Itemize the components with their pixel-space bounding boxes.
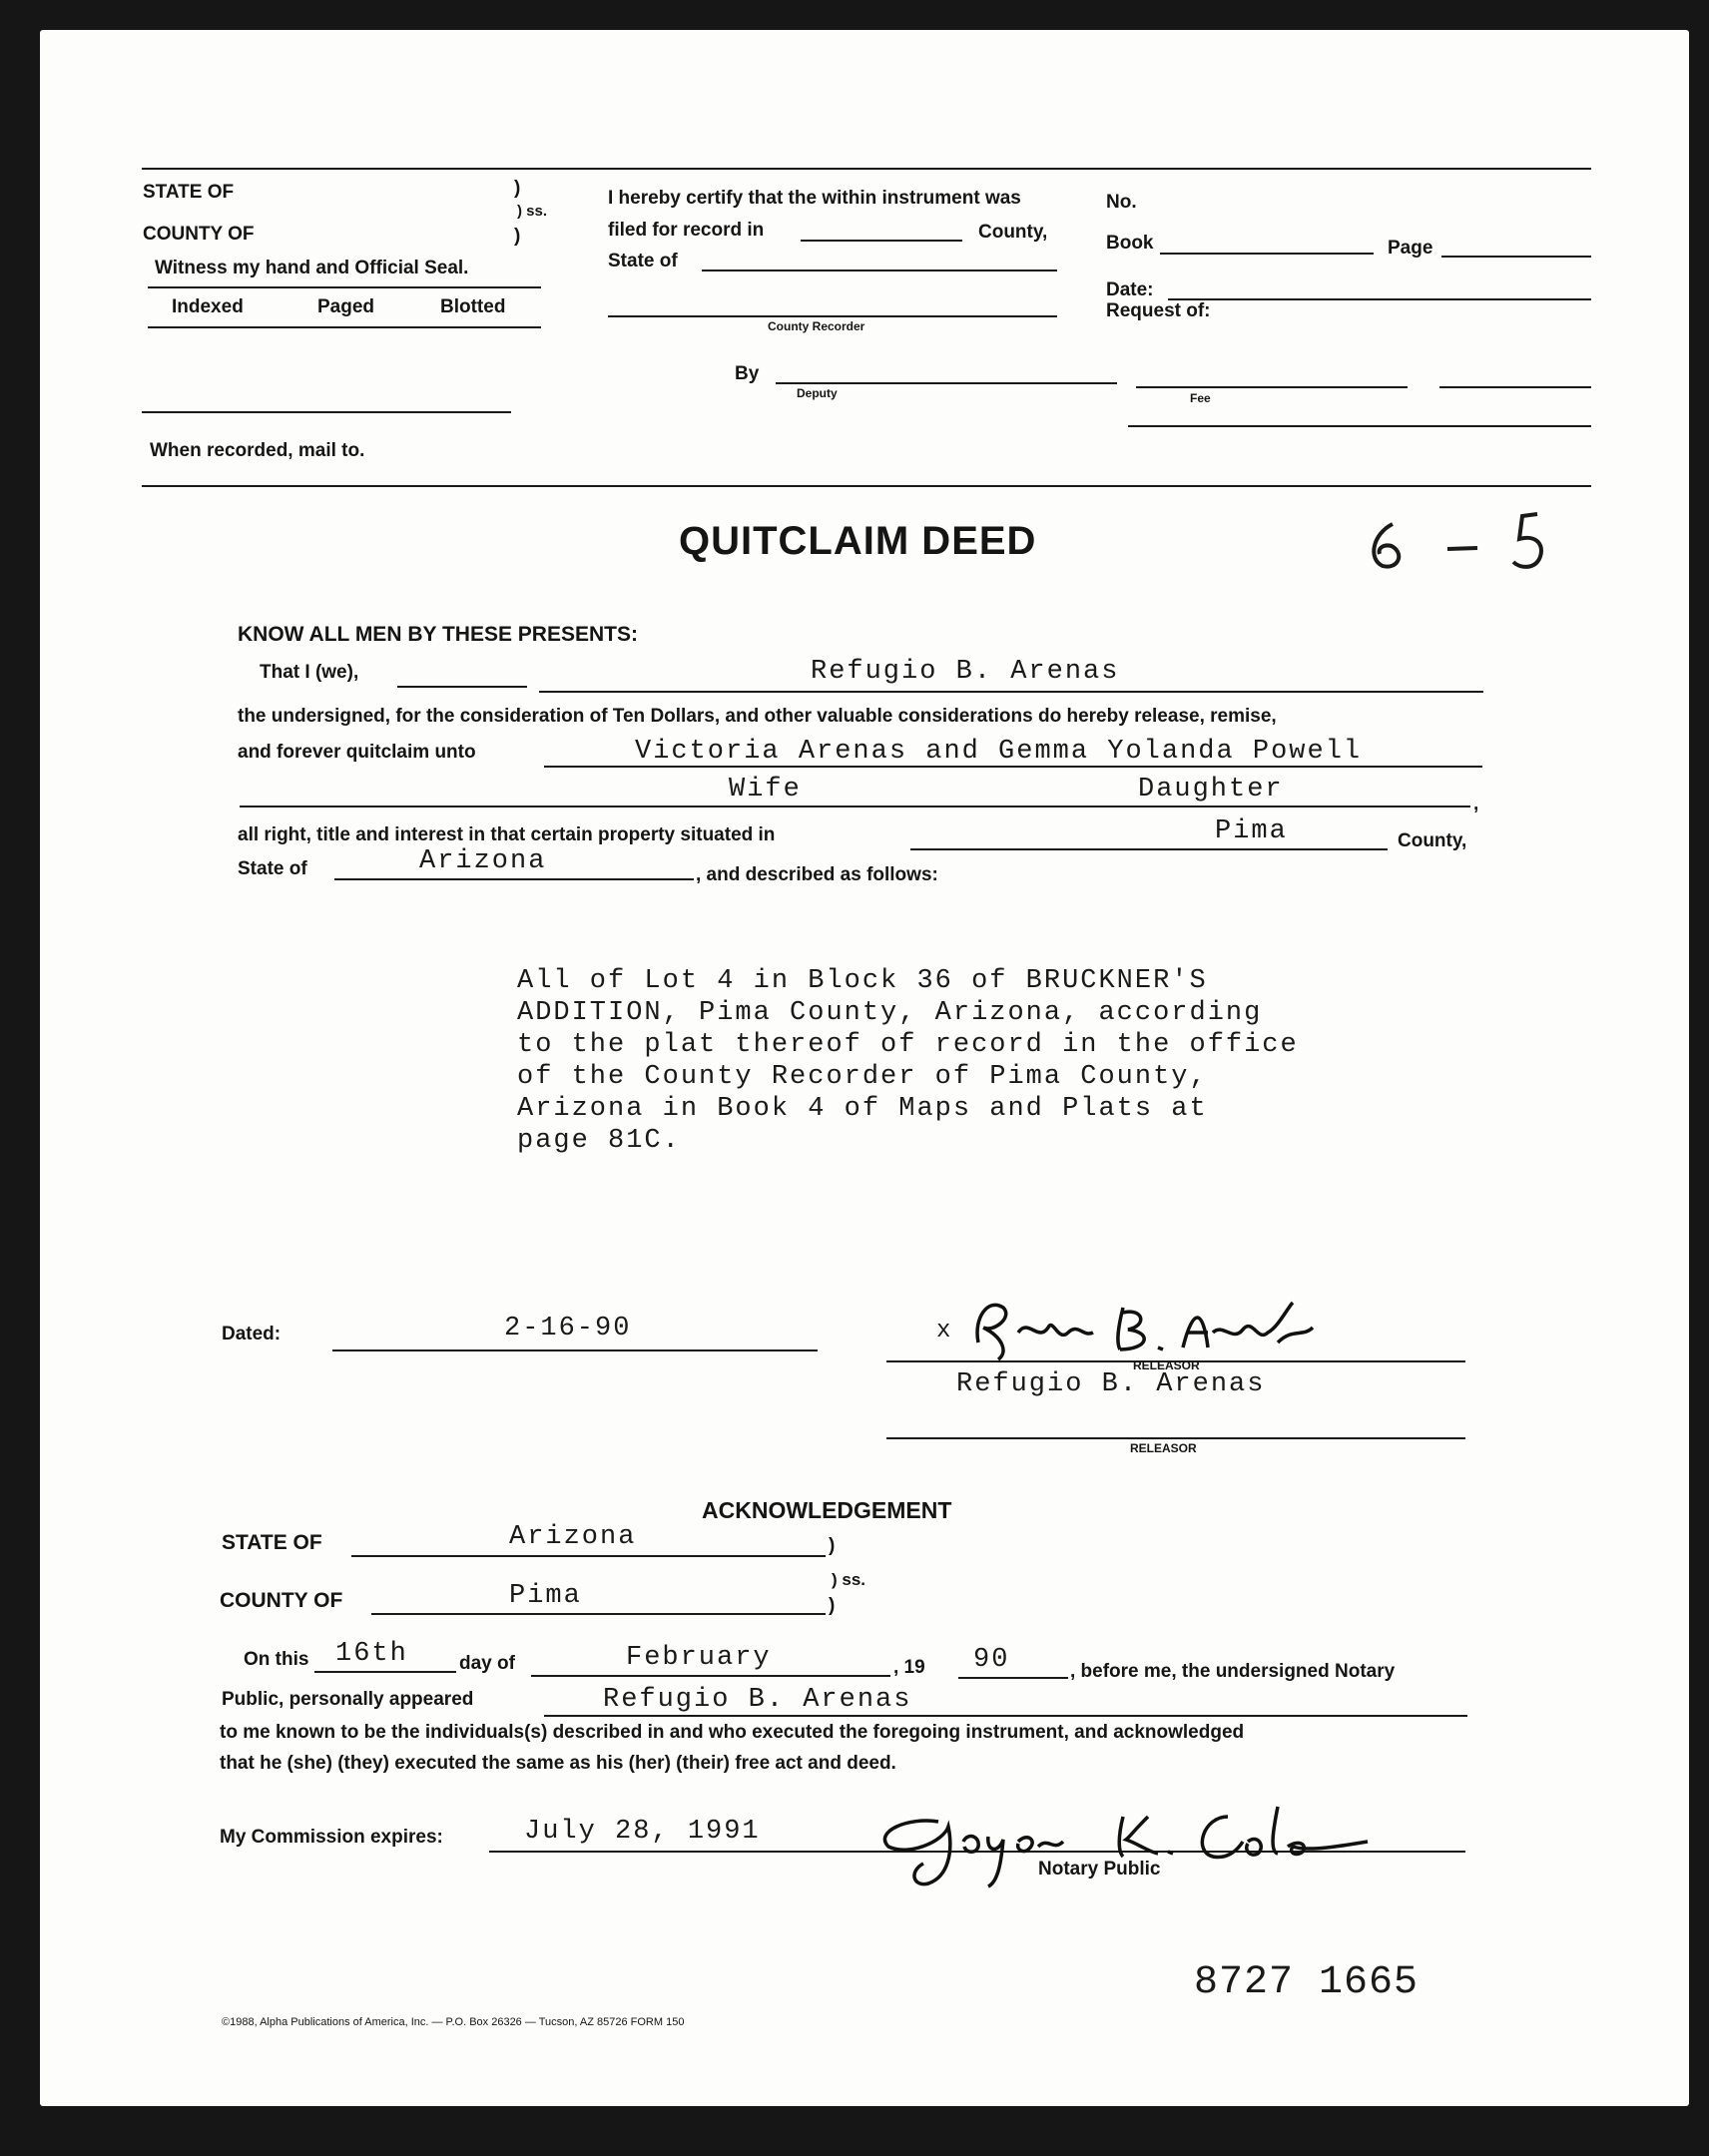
header-paren: ) [514, 226, 521, 247]
ack-county-value: Pima [509, 1581, 582, 1611]
releasor-signature [958, 1288, 1378, 1367]
commission-label: My Commission expires: [220, 1827, 443, 1848]
releasor-label: RELEASOR [1133, 1358, 1200, 1372]
grantor-field-a [397, 686, 527, 688]
header-bottom-rule [142, 485, 1591, 487]
executed-text: that he (she) (they) executed the same as his (her) (their) free act and deed. [220, 1753, 896, 1774]
indexed-label: Indexed [172, 296, 244, 317]
legal-description-line: to the plat thereof of record in the office [517, 1030, 1299, 1060]
public-appeared-label: Public, personally appeared [222, 1689, 474, 1710]
handwritten-page-mark [1348, 504, 1587, 584]
legal-description-line: page 81C. [517, 1126, 681, 1156]
property-state-value: Arizona [419, 846, 547, 876]
ack-paren: ) [829, 1535, 836, 1556]
ack-county-field [371, 1613, 826, 1615]
header-rule-left [142, 411, 511, 413]
deputy-field [776, 382, 1117, 384]
ack-state-value: Arizona [509, 1522, 637, 1552]
blotted-label: Blotted [440, 296, 506, 317]
date-field [1168, 298, 1591, 300]
appeared-field [544, 1715, 1467, 1717]
quitclaim-unto-label: and forever quitclaim unto [238, 742, 476, 763]
indexed-rule [148, 326, 541, 328]
ack-state-field [351, 1555, 826, 1557]
date-label: Date: [1106, 279, 1154, 300]
certify-line-3: State of [608, 251, 678, 271]
witness-rule [148, 286, 541, 288]
certify-line-2: filed for record in [608, 220, 765, 241]
state-of-label: State of [238, 858, 307, 879]
year-value: 90 [973, 1645, 1010, 1675]
relation-field [240, 806, 1470, 808]
header-state-label: STATE OF [143, 182, 235, 203]
all-right-text: all right, title and interest in that certain property situated in [238, 824, 776, 845]
document-title: QUITCLAIM DEED [679, 519, 1037, 563]
when-recorded-label: When recorded, mail to. [150, 440, 365, 461]
book-field [1160, 253, 1374, 255]
property-state-field [334, 878, 694, 880]
grantees-names: Victoria Arenas and Gemma Yolanda Powell [635, 737, 1363, 767]
day-value: 16th [335, 1639, 408, 1669]
document-number: 8727 1665 [1194, 1960, 1420, 2005]
day-field [314, 1671, 456, 1673]
grantor-field [539, 691, 1483, 693]
county-recorder-field [608, 315, 1057, 317]
filed-county-field [801, 240, 962, 242]
dated-field [332, 1349, 818, 1351]
county-label: County, [1398, 830, 1467, 851]
dated-label: Dated: [222, 1324, 282, 1345]
book-label: Book [1106, 233, 1154, 254]
fee-field-2 [1439, 386, 1591, 388]
certify-state-field [702, 270, 1057, 271]
header-rule-right [1128, 425, 1591, 427]
legal-description-line: of the County Recorder of Pima County, [517, 1062, 1208, 1092]
legal-description-line: ADDITION, Pima County, Arizona, according [517, 998, 1263, 1028]
described-text: , and described as follows: [696, 864, 938, 885]
dated-value: 2-16-90 [504, 1314, 632, 1344]
relation-daughter: Daughter [1138, 775, 1284, 805]
certify-line-1: I hereby certify that the within instrument was [608, 188, 1021, 209]
that-i-label: That I (we), [260, 662, 359, 683]
relation-wife: Wife [729, 775, 802, 805]
releasor-label-2: RELEASOR [1130, 1441, 1197, 1455]
releasor-second-field [886, 1437, 1465, 1439]
commission-value: July 28, 1991 [524, 1817, 761, 1847]
grantor-name: Refugio B. Arenas [811, 657, 1120, 687]
ack-state-label: STATE OF [222, 1531, 322, 1554]
signature-x-mark: x [936, 1318, 953, 1345]
ack-paren: ) [829, 1595, 836, 1616]
month-field [531, 1675, 890, 1677]
notary-public-label: Notary Public [1038, 1859, 1161, 1880]
certify-county-label: County, [978, 222, 1048, 243]
property-county-field [910, 848, 1388, 850]
appeared-value: Refugio B. Arenas [603, 1685, 912, 1715]
header-paren: ) [514, 178, 521, 199]
request-of-label: Request of: [1106, 300, 1211, 321]
property-county-value: Pima [1215, 816, 1288, 846]
page-field [1441, 256, 1591, 258]
header-county-label: COUNTY OF [143, 224, 255, 245]
ack-ss: ) ss. [832, 1570, 866, 1589]
county-recorder-label: County Recorder [768, 319, 865, 333]
fee-field [1136, 386, 1408, 388]
by-label: By [735, 363, 760, 384]
witness-text: Witness my hand and Official Seal. [155, 258, 469, 278]
acknowledgement-title: ACKNOWLEDGEMENT [702, 1497, 952, 1523]
year-prefix: , 19 [893, 1657, 925, 1678]
deputy-label: Deputy [797, 386, 838, 400]
fee-label: Fee [1190, 391, 1211, 405]
known-text: to me known to be the individuals(s) described in and who executed the foregoing instrument, and acknowledged [220, 1722, 1245, 1743]
publisher-footer: ©1988, Alpha Publications of America, Inc. — P.O. Box 26326 — Tucson, AZ 85726 FORM 150 [222, 2016, 685, 2028]
page-label: Page [1388, 238, 1433, 259]
relation-comma: , [1473, 794, 1479, 814]
header-top-rule [142, 168, 1591, 170]
year-field [958, 1677, 1068, 1679]
before-me-text: , before me, the undersigned Notary [1070, 1661, 1396, 1682]
legal-description-line: All of Lot 4 in Block 36 of BRUCKNER'S [517, 966, 1208, 996]
releasor-name: Refugio B. Arenas [956, 1369, 1266, 1399]
consideration-text: the undersigned, for the consideration of Ten Dollars, and other valuable considerations do hereby release, remise, [238, 706, 1277, 727]
paged-label: Paged [317, 296, 375, 317]
day-of-label: day of [459, 1653, 515, 1674]
no-label: No. [1106, 192, 1137, 213]
header-ss: ) ss. [517, 203, 548, 220]
on-this-label: On this [244, 1649, 309, 1670]
legal-description-line: Arizona in Book 4 of Maps and Plats at [517, 1094, 1208, 1124]
know-all-men: KNOW ALL MEN BY THESE PRESENTS: [238, 623, 638, 646]
month-value: February [626, 1643, 772, 1673]
ack-county-label: COUNTY OF [220, 1589, 343, 1612]
